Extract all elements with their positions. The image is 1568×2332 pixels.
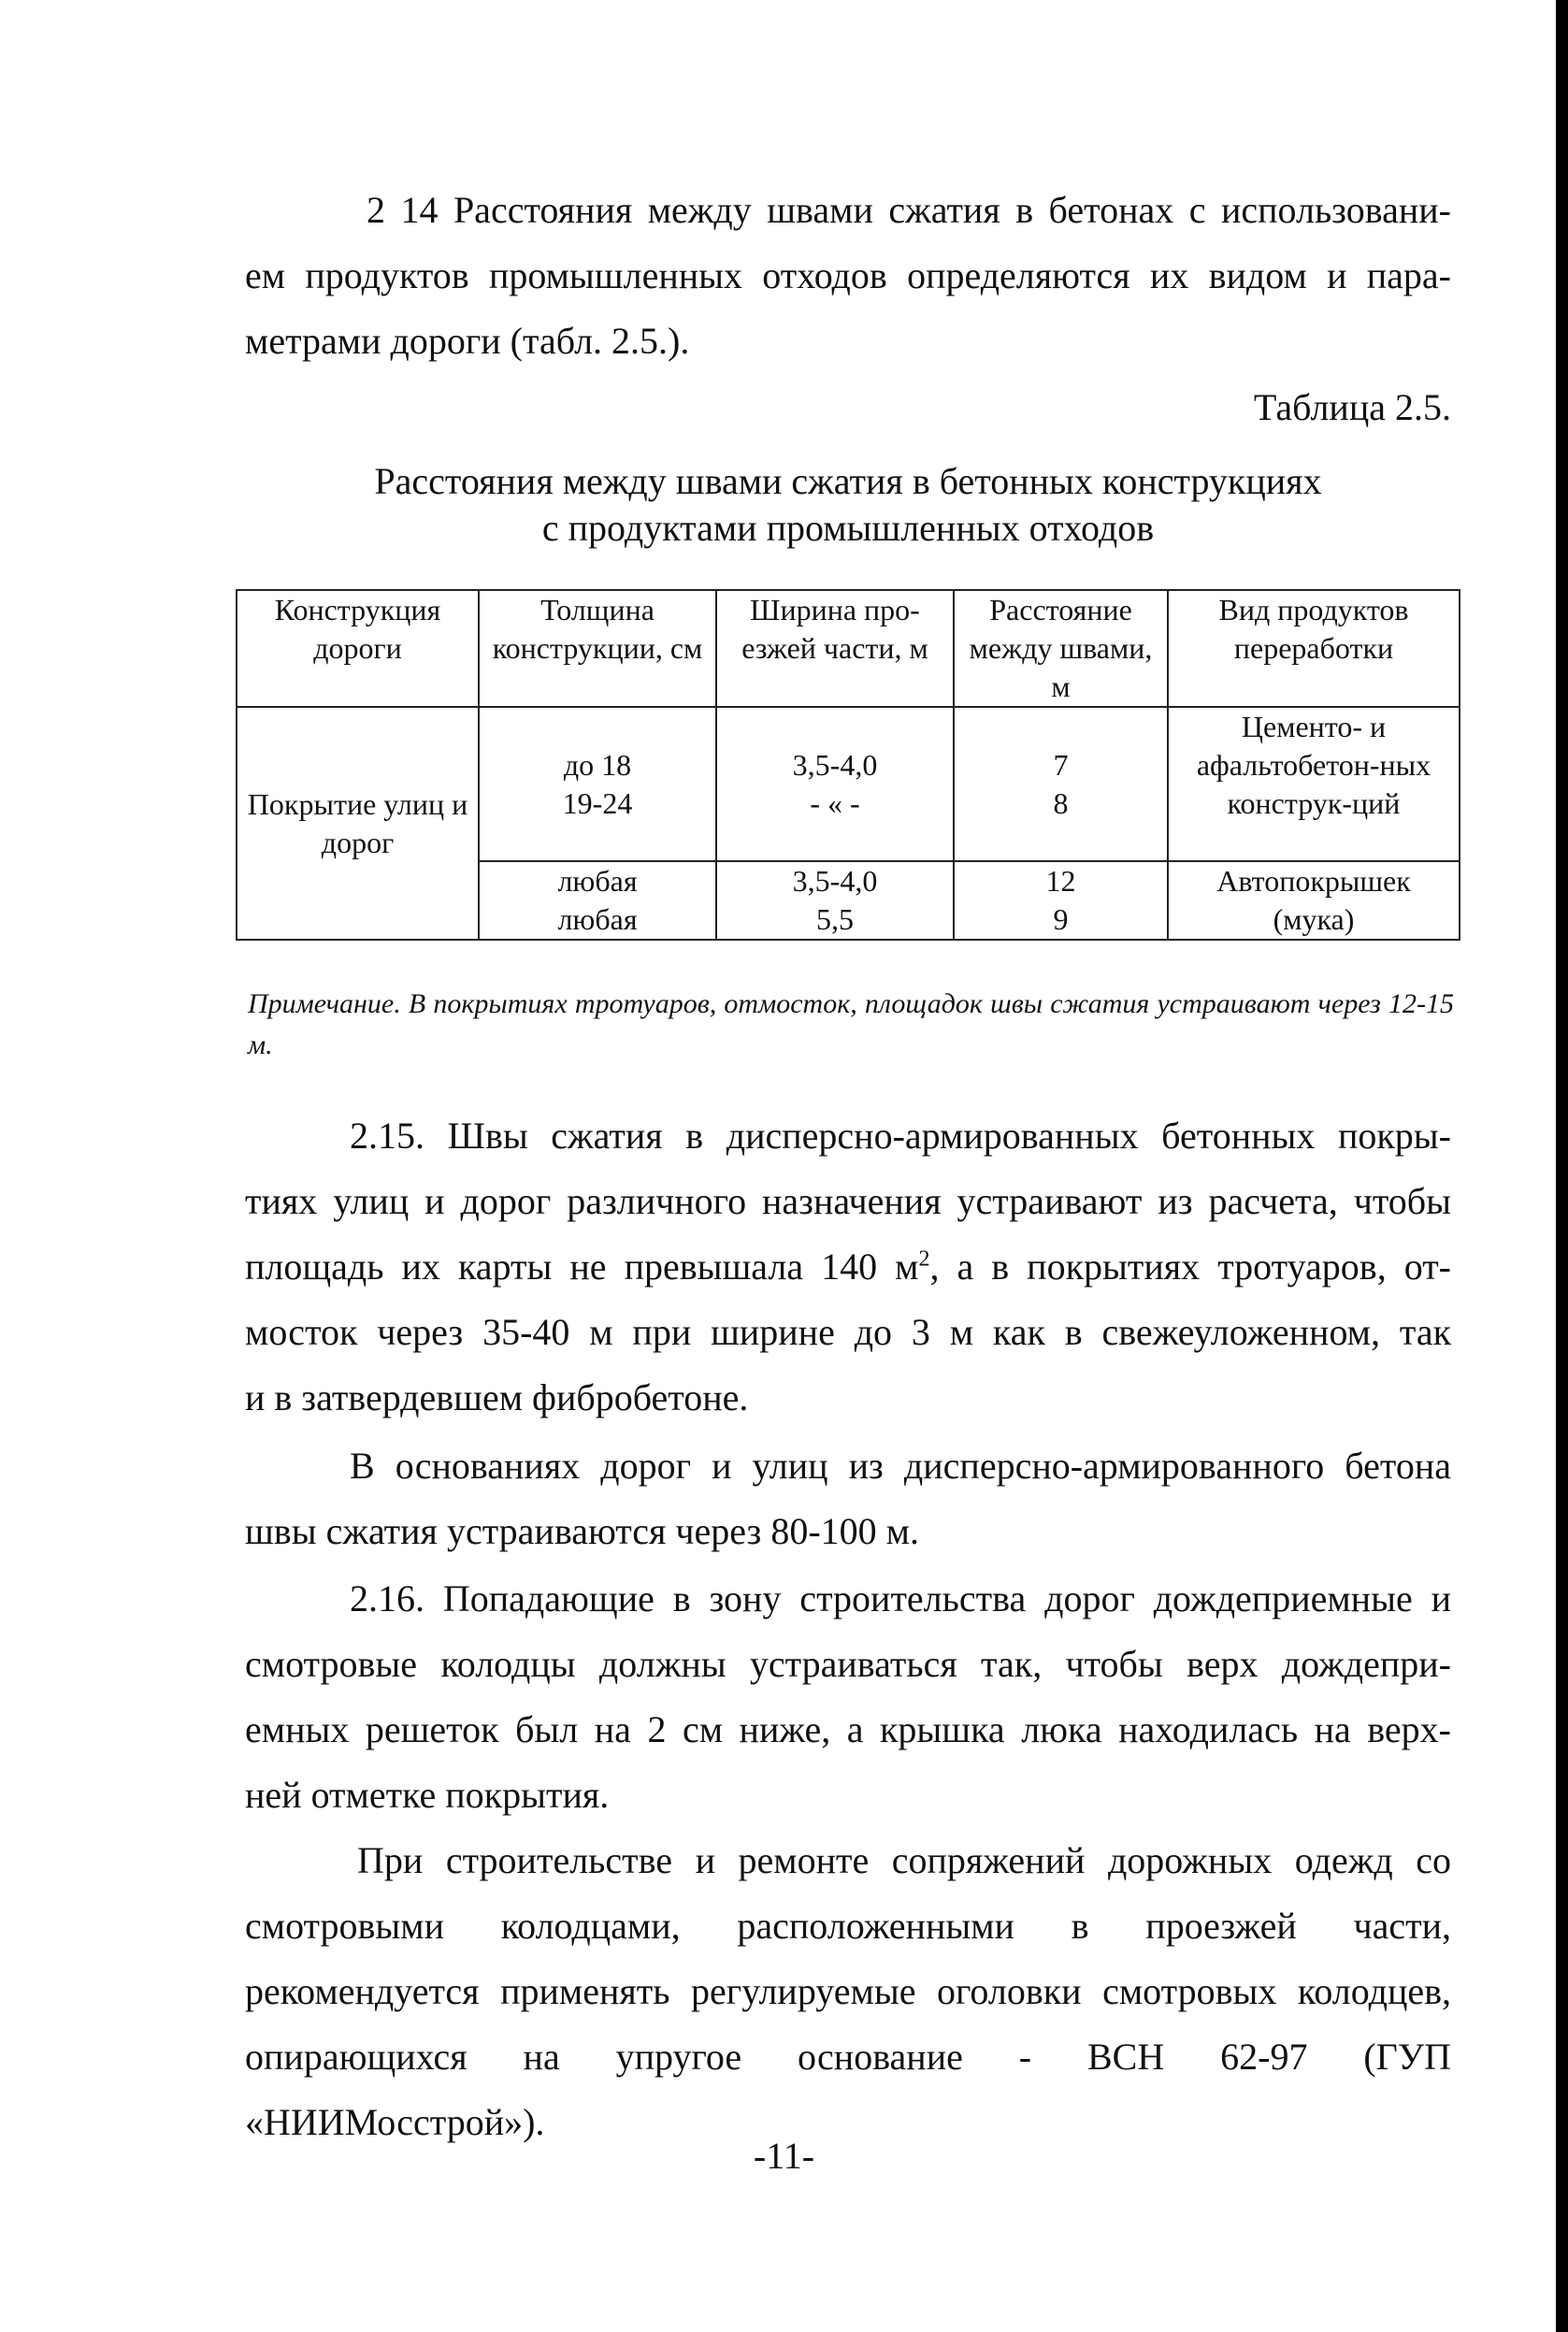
text-line: 2.15. Швы сжатия в дисперсно-армированных бетонных покры- bbox=[350, 1115, 1451, 1157]
table-cell: 7 8 bbox=[954, 707, 1168, 861]
text-line: «НИИМосстрой»). bbox=[245, 2101, 545, 2143]
text-line: 2 14 Расстояния между швами сжатия в бетонах с использовани- bbox=[367, 189, 1451, 231]
text-line: мосток через 35-40 м при ширине до 3 м как в свежеуложенном, так bbox=[245, 1311, 1451, 1353]
paragraph-2-16 bbox=[245, 1566, 1451, 1828]
table-header-cell: Конструкция дороги bbox=[237, 590, 479, 707]
table-caption: Таблица 2.5. bbox=[1253, 386, 1451, 428]
table-note: Примечание. В покрытиях тротуаров, отмосток, площадок швы сжатия устраивают через 12-15 м. bbox=[248, 988, 1454, 1060]
text-fragment: площадь их карты не превышала 140 м bbox=[245, 1245, 919, 1288]
text-line: 2.16. Попадающие в зону строительства дорог дождеприемные и bbox=[350, 1577, 1451, 1619]
table-cell: 3,5-4,0 5,5 bbox=[716, 861, 954, 940]
text-line: емных решеток был на 2 см ниже, а крышка люка находилась на верх- bbox=[245, 1708, 1451, 1750]
paragraph-manholes bbox=[245, 1828, 1451, 2155]
text-line: рекомендуется применять регулируемые оголовки смотровых колодцев, bbox=[245, 1970, 1451, 2012]
table-row bbox=[237, 707, 1460, 861]
text-line: метрами дороги (табл. 2.5.). bbox=[245, 320, 690, 362]
text-line: При строительстве и ремонте сопряжений дорожных одежд со bbox=[357, 1839, 1451, 1881]
table-title-line: Расстояния между швами сжатия в бетонных конструкциях bbox=[374, 460, 1322, 502]
data-table bbox=[236, 589, 1460, 941]
table-cell: до 18 19-24 bbox=[479, 707, 716, 861]
text-line: В основаниях дорог и улиц из дисперсно-армированного бетона bbox=[350, 1445, 1451, 1487]
table-cell-group: Покрытие улиц и дорог bbox=[237, 707, 479, 940]
text-line: ней отметке покрытия. bbox=[245, 1774, 610, 1816]
table-header-cell: Вид продуктов переработки bbox=[1168, 590, 1460, 707]
table-header-cell: Толщина конструкции, см bbox=[479, 590, 716, 707]
text-line bbox=[245, 1234, 1451, 1300]
table-cell: Автопокрышек (мука) bbox=[1168, 861, 1460, 940]
paragraph-foundations bbox=[245, 1433, 1451, 1564]
table-cell: любая любая bbox=[479, 861, 716, 940]
paragraph-2-15 bbox=[245, 1103, 1451, 1431]
table-title bbox=[245, 458, 1451, 552]
table-header-row bbox=[237, 590, 1460, 707]
text-line: смотровые колодцы должны устраиваться так, чтобы верх дождепри- bbox=[245, 1643, 1451, 1685]
text-line: ем продуктов промышленных отходов определяются их видом и пара- bbox=[245, 254, 1451, 296]
table-header-cell: Ширина про-езжей части, м bbox=[716, 590, 954, 707]
table-header-cell: Расстояние между швами, м bbox=[954, 590, 1168, 707]
text-line: смотровыми колодцами, расположенными в проезжей части, bbox=[245, 1905, 1451, 1947]
table-cell: 12 9 bbox=[954, 861, 1168, 940]
text-line: опирающихся на упругое основание - ВСН 62-97 (ГУП bbox=[245, 2036, 1451, 2078]
text-fragment: , а в покрытиях тротуаров, от- bbox=[929, 1245, 1451, 1288]
text-line: и в затвердевшем фибробетоне. bbox=[245, 1376, 749, 1418]
paragraph-2-14 bbox=[245, 178, 1451, 374]
text-line: швы сжатия устраиваются через 80-100 м. bbox=[245, 1510, 919, 1552]
superscript: 2 bbox=[918, 1246, 930, 1272]
table-cell: Цементо- и афальтобетон-ных конструк-ций bbox=[1168, 707, 1460, 861]
scan-edge-bar bbox=[1556, 0, 1568, 2332]
text-line: тиях улиц и дорог различного назначения устраивают из расчета, чтобы bbox=[245, 1180, 1451, 1222]
page-number: -11- bbox=[753, 2135, 815, 2177]
table-title-line: с продуктами промышленных отходов bbox=[541, 507, 1155, 549]
table-cell: 3,5-4,0 - « - bbox=[716, 707, 954, 861]
